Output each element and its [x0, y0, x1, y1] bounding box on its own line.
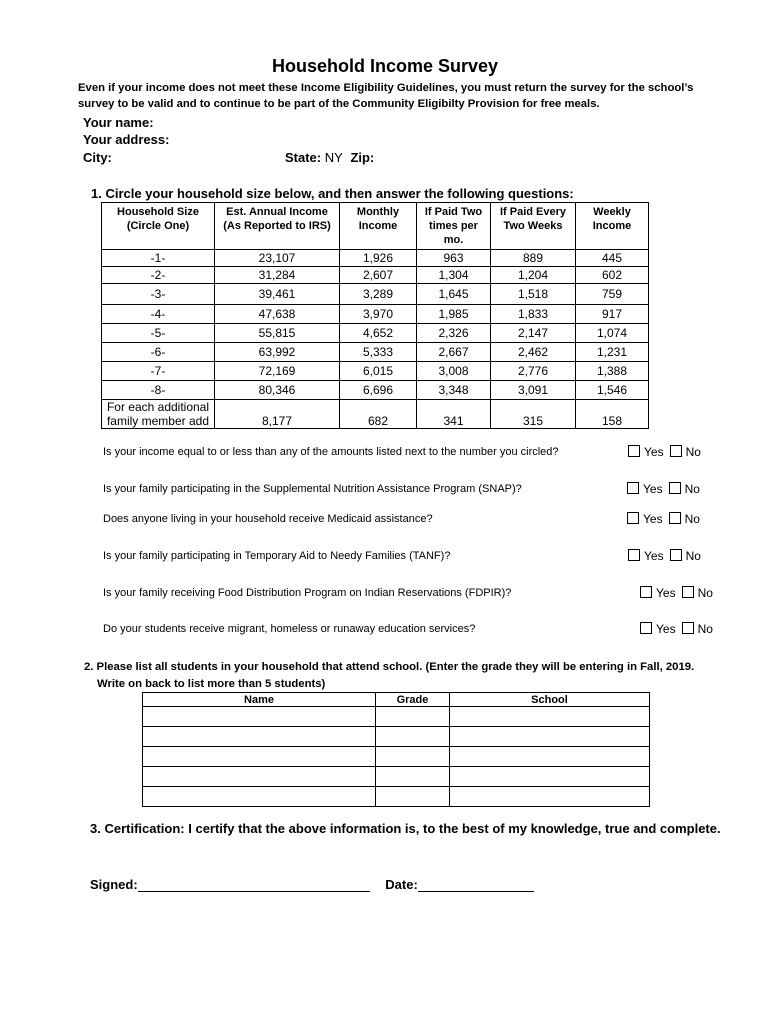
income-row [102, 362, 649, 381]
income-cell: 31,284 [215, 267, 340, 284]
income-cell: 1,074 [576, 324, 649, 343]
no-label: No [685, 445, 701, 459]
income-row [102, 305, 649, 324]
income-cell: 5,333 [340, 343, 417, 362]
household-size-cell[interactable]: -3- [102, 284, 215, 305]
income-col-header: If Paid Every Two Weeks [491, 203, 576, 250]
intro-text: Even if your income does not meet these Income Eligibility Guidelines, you must return the survey for the school’s survey to be valid and to continue to be part of the Community Eligibilty Provision for free meals. [78, 82, 694, 110]
no-checkbox[interactable] [682, 622, 694, 634]
income-cell: 1,833 [491, 305, 576, 324]
yes-no-group [628, 445, 701, 459]
income-cell: 2,147 [491, 324, 576, 343]
income-row [102, 324, 649, 343]
student-school-cell[interactable] [450, 727, 650, 747]
student-row [143, 747, 650, 767]
yes-no-group [640, 586, 713, 600]
yes-label: Yes [644, 445, 664, 459]
no-label: No [697, 622, 713, 636]
no-label: No [684, 512, 700, 526]
income-cell: 158 [576, 400, 649, 429]
income-col-header: If Paid Two times per mo. [417, 203, 491, 250]
income-cell: 341 [417, 400, 491, 429]
student-school-cell[interactable] [450, 767, 650, 787]
student-school-cell[interactable] [450, 707, 650, 727]
state-field [285, 150, 374, 165]
income-cell: 2,462 [491, 343, 576, 362]
section2-subheading: Write on back to list more than 5 students) [97, 678, 326, 690]
income-row [102, 250, 649, 267]
income-cell: 80,346 [215, 381, 340, 400]
student-row [143, 727, 650, 747]
no-checkbox[interactable] [669, 512, 681, 524]
income-cell: 47,638 [215, 305, 340, 324]
yes-checkbox[interactable] [627, 482, 639, 494]
no-label: No [685, 549, 701, 563]
signature-line[interactable] [138, 877, 370, 892]
income-cell: 23,107 [215, 250, 340, 267]
income-cell: 1,304 [417, 267, 491, 284]
no-checkbox[interactable] [682, 586, 694, 598]
zip-label: Zip: [350, 150, 375, 165]
yes-no-group [640, 622, 713, 636]
income-row [102, 343, 649, 362]
student-grade-cell[interactable] [376, 747, 450, 767]
income-row [102, 267, 649, 284]
no-checkbox[interactable] [670, 549, 682, 561]
question-text: Does anyone living in your household receive Medicaid assistance? [103, 513, 433, 525]
income-cell: 3,348 [417, 381, 491, 400]
income-cell: 963 [417, 250, 491, 267]
name-label: Your name: [83, 115, 154, 130]
income-col-header: Household Size (Circle One) [102, 203, 215, 250]
income-cell: 39,461 [215, 284, 340, 305]
income-row [102, 381, 649, 400]
income-cell: 1,518 [491, 284, 576, 305]
yes-checkbox[interactable] [627, 512, 639, 524]
income-cell: 1,546 [576, 381, 649, 400]
income-cell: 72,169 [215, 362, 340, 381]
yes-checkbox[interactable] [628, 549, 640, 561]
question-text: Is your family participating in Temporary Aid to Needy Families (TANF)? [103, 550, 451, 562]
yes-no-group [627, 512, 700, 526]
certification-text: 3. Certification: I certify that the above information is, to the best of my knowledge, true and complete. [90, 821, 721, 836]
income-row [102, 400, 649, 429]
income-cell: 759 [576, 284, 649, 305]
no-checkbox[interactable] [669, 482, 681, 494]
income-cell: 2,667 [417, 343, 491, 362]
page-title: Household Income Survey [271, 56, 499, 76]
income-cell: 6,015 [340, 362, 417, 381]
household-size-cell[interactable]: -1- [102, 250, 215, 267]
income-col-header: Est. Annual Income (As Reported to IRS) [215, 203, 340, 250]
income-cell: 3,091 [491, 381, 576, 400]
income-cell: 8,177 [215, 400, 340, 429]
student-grade-cell[interactable] [376, 707, 450, 727]
student-school-cell[interactable] [450, 747, 650, 767]
question-text: Is your family receiving Food Distribution Program on Indian Reservations (FDPIR)? [103, 587, 512, 599]
income-col-header: Monthly Income [340, 203, 417, 250]
household-size-cell[interactable]: -6- [102, 343, 215, 362]
student-row [143, 787, 650, 807]
yes-label: Yes [644, 549, 664, 563]
student-grade-cell[interactable] [376, 727, 450, 747]
income-cell: 3,289 [340, 284, 417, 305]
yes-checkbox[interactable] [628, 445, 640, 457]
income-cell: 682 [340, 400, 417, 429]
student-school-cell[interactable] [450, 787, 650, 807]
state-value: NY [324, 150, 343, 165]
no-label: No [684, 482, 700, 496]
question-text: Is your family participating in the Supplemental Nutrition Assistance Program (SNAP)? [103, 483, 522, 495]
yes-no-group [627, 482, 700, 496]
col-school-header: School [450, 693, 650, 707]
income-cell: 6,696 [340, 381, 417, 400]
no-checkbox[interactable] [670, 445, 682, 457]
col-grade-header: Grade [376, 693, 450, 707]
yes-checkbox[interactable] [640, 622, 652, 634]
household-size-cell[interactable]: For each additional family member add [102, 400, 215, 429]
income-cell: 55,815 [215, 324, 340, 343]
income-cell: 2,607 [340, 267, 417, 284]
household-size-cell[interactable]: -2- [102, 267, 215, 284]
income-cell: 3,008 [417, 362, 491, 381]
section1-heading: 1. Circle your household size below, and then answer the following questions: [91, 186, 574, 201]
student-grade-cell[interactable] [376, 767, 450, 787]
col-name-header: Name [143, 693, 376, 707]
date-label: Date: [385, 877, 418, 892]
students-table [142, 692, 650, 807]
household-size-cell[interactable]: -7- [102, 362, 215, 381]
student-name-cell[interactable] [143, 707, 376, 727]
household-size-cell[interactable]: -4- [102, 305, 215, 324]
income-cell: 63,992 [215, 343, 340, 362]
income-cell: 315 [491, 400, 576, 429]
income-row [102, 284, 649, 305]
question-text: Do your students receive migrant, homeless or runaway education services? [103, 623, 476, 635]
income-cell: 889 [491, 250, 576, 267]
yes-label: Yes [643, 512, 663, 526]
state-label: State: [285, 150, 322, 165]
student-name-cell[interactable] [143, 787, 376, 807]
income-cell: 1,388 [576, 362, 649, 381]
section2-heading: 2. Please list all students in your household that attend school. (Enter the grade they will be entering in Fall, 2019. [84, 661, 695, 673]
address-label: Your address: [83, 132, 170, 147]
student-name-cell[interactable] [143, 747, 376, 767]
income-cell: 1,985 [417, 305, 491, 324]
income-cell: 1,204 [491, 267, 576, 284]
yes-checkbox[interactable] [640, 586, 652, 598]
student-row [143, 767, 650, 787]
household-size-cell[interactable]: -5- [102, 324, 215, 343]
yes-label: Yes [656, 622, 676, 636]
income-cell: 3,970 [340, 305, 417, 324]
city-label: City: [83, 150, 112, 165]
income-cell: 602 [576, 267, 649, 284]
date-line[interactable] [418, 877, 534, 892]
student-name-cell[interactable] [143, 767, 376, 787]
question-text: Is your income equal to or less than any of the amounts listed next to the number you circled? [103, 446, 559, 458]
income-cell: 1,231 [576, 343, 649, 362]
income-cell: 917 [576, 305, 649, 324]
no-label: No [697, 586, 713, 600]
signature-row [90, 877, 534, 892]
income-table [101, 202, 649, 429]
student-name-cell[interactable] [143, 727, 376, 747]
income-cell: 2,326 [417, 324, 491, 343]
income-header-row [102, 203, 649, 250]
yes-label: Yes [643, 482, 663, 496]
income-cell: 1,926 [340, 250, 417, 267]
yes-label: Yes [656, 586, 676, 600]
signed-label: Signed: [90, 877, 138, 892]
yes-no-group [628, 549, 701, 563]
income-cell: 4,652 [340, 324, 417, 343]
income-col-header: Weekly Income [576, 203, 649, 250]
student-row [143, 707, 650, 727]
income-cell: 2,776 [491, 362, 576, 381]
income-cell: 1,645 [417, 284, 491, 305]
income-cell: 445 [576, 250, 649, 267]
household-size-cell[interactable]: -8- [102, 381, 215, 400]
student-grade-cell[interactable] [376, 787, 450, 807]
